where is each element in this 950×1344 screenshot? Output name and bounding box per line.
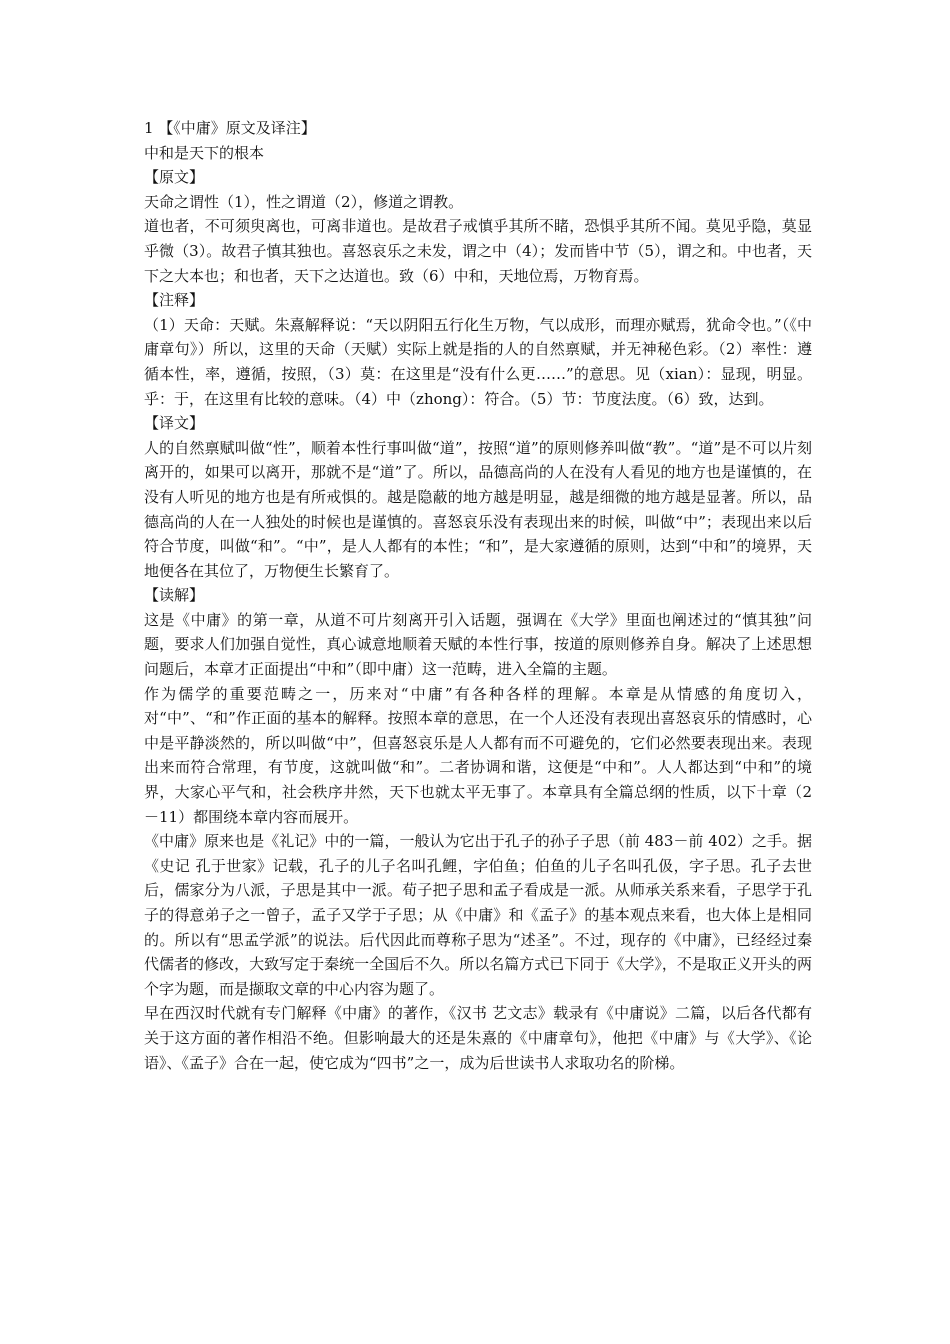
document-page — [144, 116, 812, 1075]
reading-paragraph-4: 早在西汉时代就有专门解释《中庸》的著作，《汉书 艺文志》载录有《中庸说》二篇，以后各代都有关于这方面的著作相沿不绝。但影响最大的还是朱熹的《中庸章句》，他把《中庸》与《大学》、《论语》、《孟子》合在一起，使它成为“四书”之一，成为后世读书人求取功名的阶梯。 — [144, 1004, 812, 1072]
reading-paragraph-1: 这是《中庸》的第一章，从道不可片刻离开引入话题，强调在《大学》里面也阐述过的“慎其独”问题，要求人们加强自觉性，真心诚意地顺着天赋的本性行事，按道的原则修养自身。解决了上述思想问题后，本章才正面提出“中和”（即中庸）这一范畴，进入全篇的主题。 — [144, 610, 812, 679]
reading-heading: 【读解】 — [144, 586, 205, 605]
reading-paragraph-2: 作为儒学的重要范畴之一，历来对“中庸”有各种各样的理解。本章是从情感的角度切入，对“中”、“和”作正面的基本的解释。按照本章的意思，在一个人还没有表现出喜怒哀乐的情感时，心中是平静淡然的，所以叫做“中”，但喜怒哀乐是人人都有而不可避免的，它们必然要表现出来。表现出来而符合常理，有节度，这就叫做“和”。二者协调和谐，这便是“中和”。人人都达到“中和”的境界，大家心平气和，社会秩序井然，天下也就太平无事了。本章具有全篇总纲的性质，以下十章（2－11）都围绕本章内容而展开。 — [144, 684, 812, 826]
notes-paragraph: （1）天命：天赋。朱熹解释说：“天以阴阳五行化生万物，气以成形，而理亦赋焉，犹命令也。”（《中庸章句》）所以，这里的天命（天赋）实际上就是指的人的自然禀赋，并无神秘色彩。（2）率性：遵循本性，率，遵循，按照，（3）莫：在这里是“没有什么更……”的意思。见（xian）：显现，明显。乎：于，在这里有比较的意味。（4）中（zhong）：符合。（5）节：节度法度。（6）致，达到。 — [144, 315, 812, 408]
translation-heading: 【译文】 — [144, 414, 205, 433]
document-title: 1 【《中庸》原文及译注】 — [144, 119, 316, 137]
translation-paragraph: 人的自然禀赋叫做“性”，顺着本性行事叫做“道”，按照“道”的原则修养叫做“教”。“道”是不可以片刻离开的，如果可以离开，那就不是“道”了。所以，品德高尚的人在没有人看见的地方也是谨慎的，在没有人听见的地方也是有所戒惧的。越是隐蔽的地方越是明显，越是细微的地方越是显著。所以，品德高尚的人在一人独处的时候也是谨慎的。喜怒哀乐没有表现出来的时候，叫做“中”；表现出来以后符合节度，叫做“和”。“中”，是人人都有的本性；“和”，是大家遵循的原则，达到“中和”的境界，天地便各在其位了，万物便生长繁育了。 — [144, 438, 812, 580]
notes-heading: 【注释】 — [144, 291, 205, 310]
chapter-subtitle: 中和是天下的根本 — [144, 143, 265, 162]
original-heading: 【原文】 — [144, 168, 205, 187]
original-paragraph-1: 天命之谓性（1），性之谓道（2），修道之谓教。 — [144, 192, 464, 211]
reading-paragraph-3: 《中庸》原来也是《礼记》中的一篇，一般认为它出于孔子的孙子子思（前 483－前 402）之手。据《史记 孔于世家》记载，孔子的儿子名叫孔鲤，字伯鱼；伯鱼的儿子名叫孔伋，字子思。孔子去世后，儒家分为八派，子思是其中一派。荀子把子思和孟子看成是一派。从师承关系来看，子思学于孔子的得意弟子之一曾子，孟子又学于子思；从《中庸》和《孟子》的基本观点来看，也大体上是相同的。所以有“思孟学派”的说法。后代因此而尊称子思为“述圣”。不过，现存的《中庸》，已经经过秦代儒者的修改，大致写定于秦统一全国后不久。所以名篇方式已下同于《大学》，不是取正义开头的两个字为题，而是撷取文章的中心内容为题了。 — [144, 832, 812, 998]
original-paragraph-2: 道也者，不可须臾离也，可离非道也。是故君子戒慎乎其所不睹，恐惧乎其所不闻。莫见乎隐，莫显乎微（3）。故君子慎其独也。喜怒哀乐之未发，谓之中（4）；发而皆中节（5），谓之和。中也者，天下之大本也；和也者，天下之达道也。致（6）中和，天地位焉，万物育焉。 — [144, 217, 812, 285]
